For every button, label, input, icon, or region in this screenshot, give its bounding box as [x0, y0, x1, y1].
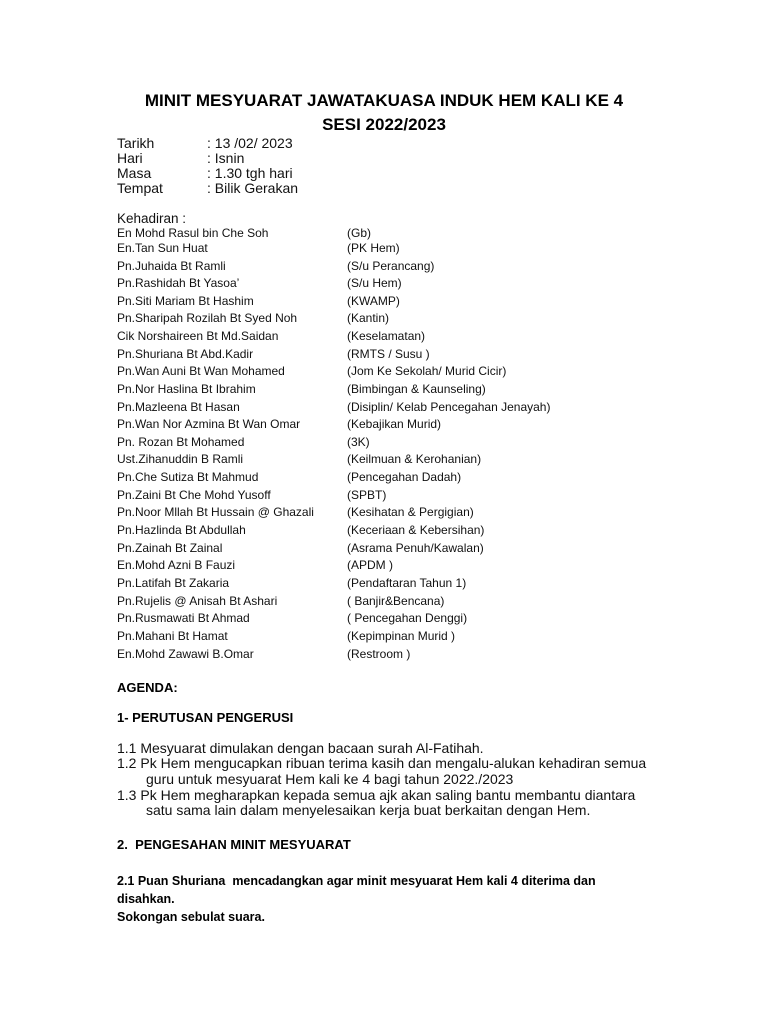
section-heading: 1- PERUTUSAN PENGERUSI	[117, 710, 294, 725]
attendee-name: Pn.Rashidah Bt Yasoa’	[117, 276, 240, 290]
attendee-name: Pn.Wan Auni Bt Wan Mohamed	[117, 364, 285, 378]
attendee-name: En.Mohd Azni B Fauzi	[117, 558, 236, 572]
attendee-row	[0, 416, 768, 432]
attendee-row	[0, 363, 768, 379]
attendee-name: En.Tan Sun Huat	[117, 241, 208, 255]
attendee-row	[0, 258, 768, 274]
attendance-heading: Kehadiran :	[117, 211, 187, 226]
attendee-row	[0, 522, 768, 538]
attendee-name: Pn.Rusmawati Bt Ahmad	[117, 611, 250, 625]
attendee-row	[0, 628, 768, 644]
attendee-row	[0, 504, 768, 520]
document-subtitle: SESI 2022/2023	[322, 115, 446, 134]
attendee-role: ( Pencegahan Denggi)	[347, 611, 468, 625]
attendee-role: (Restroom )	[347, 647, 411, 661]
attendee-name: Pn.Mazleena Bt Hasan	[117, 400, 240, 414]
attendee-row	[0, 240, 768, 256]
info-value-masa: : 1.30 tgh hari	[207, 165, 293, 181]
attendee-role: (APDM )	[347, 558, 393, 572]
attendee-role: (Keceriaan & Kebersihan)	[347, 523, 485, 537]
agenda-item-line: 2.1 Puan Shuriana mencadangkan agar minit mesyuarat Hem kali 4 diterima dan	[117, 874, 596, 888]
attendee-row	[0, 225, 768, 241]
attendee-role: (Asrama Penuh/Kawalan)	[347, 541, 484, 555]
attendee-role: (S/u Hem)	[347, 276, 402, 290]
attendee-row	[0, 557, 768, 573]
attendee-row	[0, 399, 768, 415]
attendee-name: Pn.Rujelis @ Anisah Bt Ashari	[117, 594, 278, 608]
attendee-role: (PK Hem)	[347, 241, 400, 255]
attendee-role: (Kantin)	[347, 311, 390, 325]
attendee-row	[0, 346, 768, 362]
attendee-name: Pn.Zainah Bt Zainal	[117, 541, 223, 555]
attendee-name: Cik Norshaireen Bt Md.Saidan	[117, 329, 279, 343]
attendee-row	[0, 381, 768, 397]
info-label-tempat: Tempat	[117, 180, 163, 196]
attendee-name: Ust.Zihanuddin B Ramli	[117, 452, 244, 466]
attendee-role: (S/u Perancang)	[347, 259, 435, 273]
info-label-masa: Masa	[117, 165, 152, 181]
attendee-role: (Keselamatan)	[347, 329, 426, 343]
attendee-name: Pn.Che Sutiza Bt Mahmud	[117, 470, 259, 484]
agenda-item-line: disahkan.	[117, 892, 175, 906]
agenda-item-line: guru untuk mesyuarat Hem kali ke 4 bagi tahun 2022./2023	[146, 771, 514, 787]
attendee-role: (SPBT)	[347, 488, 387, 502]
info-label-hari: Hari	[117, 150, 143, 166]
attendee-name: Pn.Wan Nor Azmina Bt Wan Omar	[117, 417, 301, 431]
attendee-row	[0, 451, 768, 467]
attendee-name: Pn.Juhaida Bt Ramli	[117, 259, 226, 273]
attendee-name: Pn.Latifah Bt Zakaria	[117, 576, 230, 590]
attendee-role: (Pencegahan Dadah)	[347, 470, 462, 484]
attendee-name: Pn.Siti Mariam Bt Hashim	[117, 294, 254, 308]
attendee-role: ( Banjir&Bencana)	[347, 594, 445, 608]
attendee-name: En Mohd Rasul bin Che Soh	[117, 226, 269, 240]
agenda-item-line: 1.2 Pk Hem mengucapkan ribuan terima kasih dan mengalu-alukan kehadiran semua	[117, 755, 647, 771]
attendee-row	[0, 610, 768, 626]
attendee-role: (KWAMP)	[347, 294, 400, 308]
agenda-item-line: Sokongan sebulat suara.	[117, 910, 265, 924]
info-value-tarikh: : 13 /02/ 2023	[207, 135, 293, 151]
attendee-name: Pn.Noor Mllah Bt Hussain @ Ghazali	[117, 505, 314, 519]
attendee-name: Pn.Nor Haslina Bt Ibrahim	[117, 382, 256, 396]
attendee-role: (3K)	[347, 435, 370, 449]
attendee-row	[0, 487, 768, 503]
attendee-role: (Keilmuan & Kerohanian)	[347, 452, 482, 466]
attendee-role: (Jom Ke Sekolah/ Murid Cicir)	[347, 364, 507, 378]
attendee-name: Pn.Sharipah Rozilah Bt Syed Noh	[117, 311, 298, 325]
attendee-name: Pn. Rozan Bt Mohamed	[117, 435, 245, 449]
attendee-role: (Disiplin/ Kelab Pencegahan Jenayah)	[347, 400, 551, 414]
agenda-heading: AGENDA:	[117, 680, 178, 695]
attendee-role: (Bimbingan & Kaunseling)	[347, 382, 486, 396]
attendee-row	[0, 293, 768, 309]
attendee-role: (Kebajikan Murid)	[347, 417, 442, 431]
attendee-row	[0, 328, 768, 344]
attendee-role: (RMTS / Susu )	[347, 347, 430, 361]
attendee-row	[0, 540, 768, 556]
attendee-row	[0, 310, 768, 326]
attendee-name: Pn.Mahani Bt Hamat	[117, 629, 228, 643]
document-title: MINIT MESYUARAT JAWATAKUASA INDUK HEM KALI KE 4	[144, 91, 624, 110]
attendee-name: Pn.Hazlinda Bt Abdullah	[117, 523, 246, 537]
info-value-hari: : Isnin	[207, 150, 245, 166]
attendee-row	[0, 434, 768, 450]
section-heading: 2. PENGESAHAN MINIT MESYUARAT	[117, 837, 351, 852]
attendee-row	[0, 575, 768, 591]
agenda-item-line: 1.3 Pk Hem megharapkan kepada semua ajk akan saling bantu membantu diantara	[117, 787, 636, 803]
agenda-item-line: 1.1 Mesyuarat dimulakan dengan bacaan surah Al-Fatihah.	[117, 740, 484, 756]
info-value-tempat: : Bilik Gerakan	[207, 180, 299, 196]
agenda-item-line: satu sama lain dalam menyelesaikan kerja buat berkaitan dengan Hem.	[146, 802, 591, 818]
attendee-role: (Pendaftaran Tahun 1)	[347, 576, 467, 590]
attendee-role: (Gb)	[347, 226, 371, 240]
attendee-role: (Kesihatan & Pergigian)	[347, 505, 474, 519]
attendee-row	[0, 469, 768, 485]
attendee-name: Pn.Zaini Bt Che Mohd Yusoff	[117, 488, 271, 502]
info-label-tarikh: Tarikh	[117, 135, 155, 151]
attendee-row	[0, 646, 768, 662]
attendee-row	[0, 275, 768, 291]
attendee-name: En.Mohd Zawawi B.Omar	[117, 647, 254, 661]
attendee-name: Pn.Shuriana Bt Abd.Kadir	[117, 347, 254, 361]
attendee-row	[0, 593, 768, 609]
attendee-role: (Kepimpinan Murid )	[347, 629, 456, 643]
